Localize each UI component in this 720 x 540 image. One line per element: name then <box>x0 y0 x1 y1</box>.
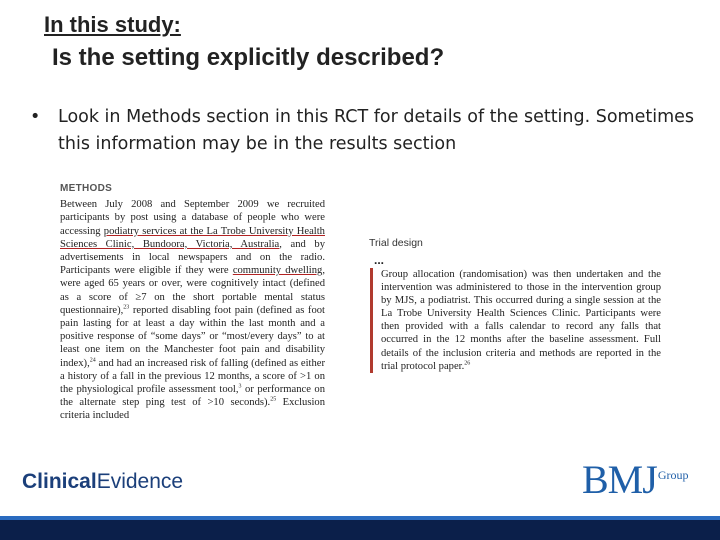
bmj-group-logo <box>582 458 688 502</box>
methods-highlight-setting: podiatry services at the La Trobe University Health Sciences Clinic, Bundoora, Victoria, Australia <box>60 225 325 250</box>
methods-heading: METHODS <box>60 183 113 194</box>
trial-design-text: Group allocation (randomisation) was then undertaken and the intervention was administered to those in the intervention group by MJS, a podiatrist. This occurred during a single session at the La Trobe University Health Sciences Clinic. Participants were then provided with a falls calendar to record any falls that occurred in the 12 months after the baseline assessment. Full details of the inclusion criteria and methods are reported in the trial protocol paper. <box>381 269 661 372</box>
methods-highlight-community: community dwelling <box>232 265 323 277</box>
methods-text: , were aged 65 years or over, were cognitively intact (defined as a score of ≥7 on the short portable mental status questionnaire), <box>60 265 325 316</box>
citation-ref: 25 <box>270 396 277 403</box>
logo-text: Group <box>657 468 689 482</box>
logo-text: BMJ <box>582 457 657 502</box>
footer-stripe <box>0 516 720 520</box>
methods-body <box>60 198 325 422</box>
citation-ref: 3 <box>238 383 242 390</box>
clinical-evidence-logo <box>22 470 183 494</box>
ellipsis-text: ... <box>374 253 385 267</box>
logo-text: Evidence <box>96 470 184 493</box>
citation-ref: 24 <box>89 357 96 364</box>
citation-ref: 23 <box>123 304 130 311</box>
footer-bar <box>0 516 720 540</box>
slide-title: Is the setting explicitly described? <box>52 44 445 71</box>
bullet-dot-icon: • <box>30 107 41 127</box>
methods-text: Exclusion criteria included <box>60 397 325 422</box>
citation-ref: 26 <box>464 360 471 367</box>
methods-text: and had an increased risk of falling (defined as either a history of a fall in the previous 12 months, a score of >1 on the physiological profile assessment tool, <box>60 357 325 396</box>
methods-text: reported disabling foot pain (defined as foot pain lasting for at least a day within the last month and a positive response of “some days” or “most/every days” to at least one item on the Manchester foot pain and disability index), <box>60 304 325 369</box>
logo-text: Clinical <box>22 470 97 493</box>
bullet-point <box>30 104 700 158</box>
bullet-text: Look in Methods section in this RCT for details of the setting. Sometimes this information may be in the results section <box>58 107 695 154</box>
methods-excerpt <box>60 182 325 423</box>
methods-text: Between July 2008 and September 2009 we recruited participants by post using a database of people who were accessing <box>60 199 325 237</box>
trial-design-excerpt <box>370 268 661 373</box>
trial-design-heading: Trial design <box>369 237 423 249</box>
methods-text: or performance on the alternate step ping test of >10 seconds). <box>60 384 326 409</box>
methods-text: , and by advertisements in local newspapers and on the radio. Participants were eligible if they were <box>60 238 326 277</box>
slide-label: In this study: <box>44 12 181 37</box>
